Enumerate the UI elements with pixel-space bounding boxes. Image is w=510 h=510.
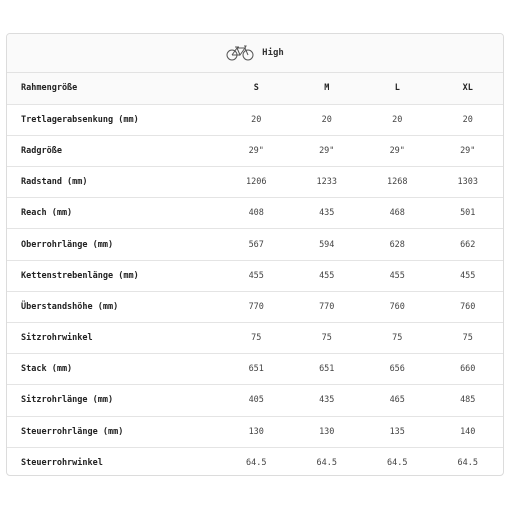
table-row [7, 385, 503, 416]
table-row [7, 323, 503, 354]
row-label: Kettenstrebenlänge (mm) [7, 260, 221, 291]
table-row [7, 198, 503, 229]
geometry-table [7, 73, 503, 476]
row-label: Oberrohrlänge (mm) [7, 229, 221, 260]
row-value: 1233 [292, 167, 363, 198]
row-value: 1303 [433, 167, 504, 198]
row-value: 64.5 [433, 447, 504, 476]
row-value: 140 [433, 416, 504, 447]
row-value: 29" [292, 135, 363, 166]
table-row [7, 229, 503, 260]
row-value: 75 [221, 323, 292, 354]
row-label: Überstandshöhe (mm) [7, 291, 221, 322]
row-value: 1268 [362, 167, 433, 198]
row-value: 567 [221, 229, 292, 260]
row-label: Tretlagerabsenkung (mm) [7, 104, 221, 135]
table-row [7, 104, 503, 135]
table-row [7, 135, 503, 166]
row-value: 455 [433, 260, 504, 291]
table-row [7, 354, 503, 385]
row-value: 64.5 [362, 447, 433, 476]
row-value: 770 [292, 291, 363, 322]
row-value: 501 [433, 198, 504, 229]
row-value: 130 [221, 416, 292, 447]
row-value: 29" [433, 135, 504, 166]
row-label: Steuerrohrlänge (mm) [7, 416, 221, 447]
row-label: Reach (mm) [7, 198, 221, 229]
row-value: 455 [221, 260, 292, 291]
row-value: 760 [362, 291, 433, 322]
row-value: 594 [292, 229, 363, 260]
geometry-title: High [262, 48, 284, 58]
row-value: 75 [292, 323, 363, 354]
row-value: 29" [362, 135, 433, 166]
row-value: 651 [292, 354, 363, 385]
row-label: Radstand (mm) [7, 167, 221, 198]
row-value: 435 [292, 385, 363, 416]
row-label: Sitzrohrwinkel [7, 323, 221, 354]
table-row [7, 167, 503, 198]
size-header-l: L [394, 83, 400, 94]
row-value: 1206 [221, 167, 292, 198]
row-value: 435 [292, 198, 363, 229]
size-label: Rahmengröße [21, 83, 78, 94]
row-value: 455 [362, 260, 433, 291]
row-value: 465 [362, 385, 433, 416]
row-value: 20 [362, 104, 433, 135]
row-value: 485 [433, 385, 504, 416]
row-value: 405 [221, 385, 292, 416]
row-value: 64.5 [221, 447, 292, 476]
row-value: 135 [362, 416, 433, 447]
row-value: 660 [433, 354, 504, 385]
row-value: 20 [433, 104, 504, 135]
geometry-card [6, 33, 504, 476]
row-value: 760 [433, 291, 504, 322]
row-value: 20 [292, 104, 363, 135]
row-value: 64.5 [292, 447, 363, 476]
row-value: 628 [362, 229, 433, 260]
row-label: Radgröße [7, 135, 221, 166]
row-value: 662 [433, 229, 504, 260]
row-value: 75 [433, 323, 504, 354]
row-label: Steuerrohrwinkel [7, 447, 221, 476]
row-value: 130 [292, 416, 363, 447]
row-value: 651 [221, 354, 292, 385]
row-value: 468 [362, 198, 433, 229]
table-row [7, 416, 503, 447]
row-value: 29" [221, 135, 292, 166]
row-value: 770 [221, 291, 292, 322]
row-value: 75 [362, 323, 433, 354]
table-row [7, 447, 503, 476]
size-header-xl: XL [462, 83, 473, 94]
row-value: 455 [292, 260, 363, 291]
table-row [7, 260, 503, 291]
geometry-header [7, 34, 503, 73]
row-value: 20 [221, 104, 292, 135]
row-label: Stack (mm) [7, 354, 221, 385]
table-header-row [7, 73, 503, 104]
size-header-m: M [324, 83, 330, 94]
size-header-s: S [253, 83, 259, 94]
bicycle-icon [226, 45, 254, 61]
table-row [7, 291, 503, 322]
row-value: 408 [221, 198, 292, 229]
row-label: Sitzrohrlänge (mm) [7, 385, 221, 416]
row-value: 656 [362, 354, 433, 385]
